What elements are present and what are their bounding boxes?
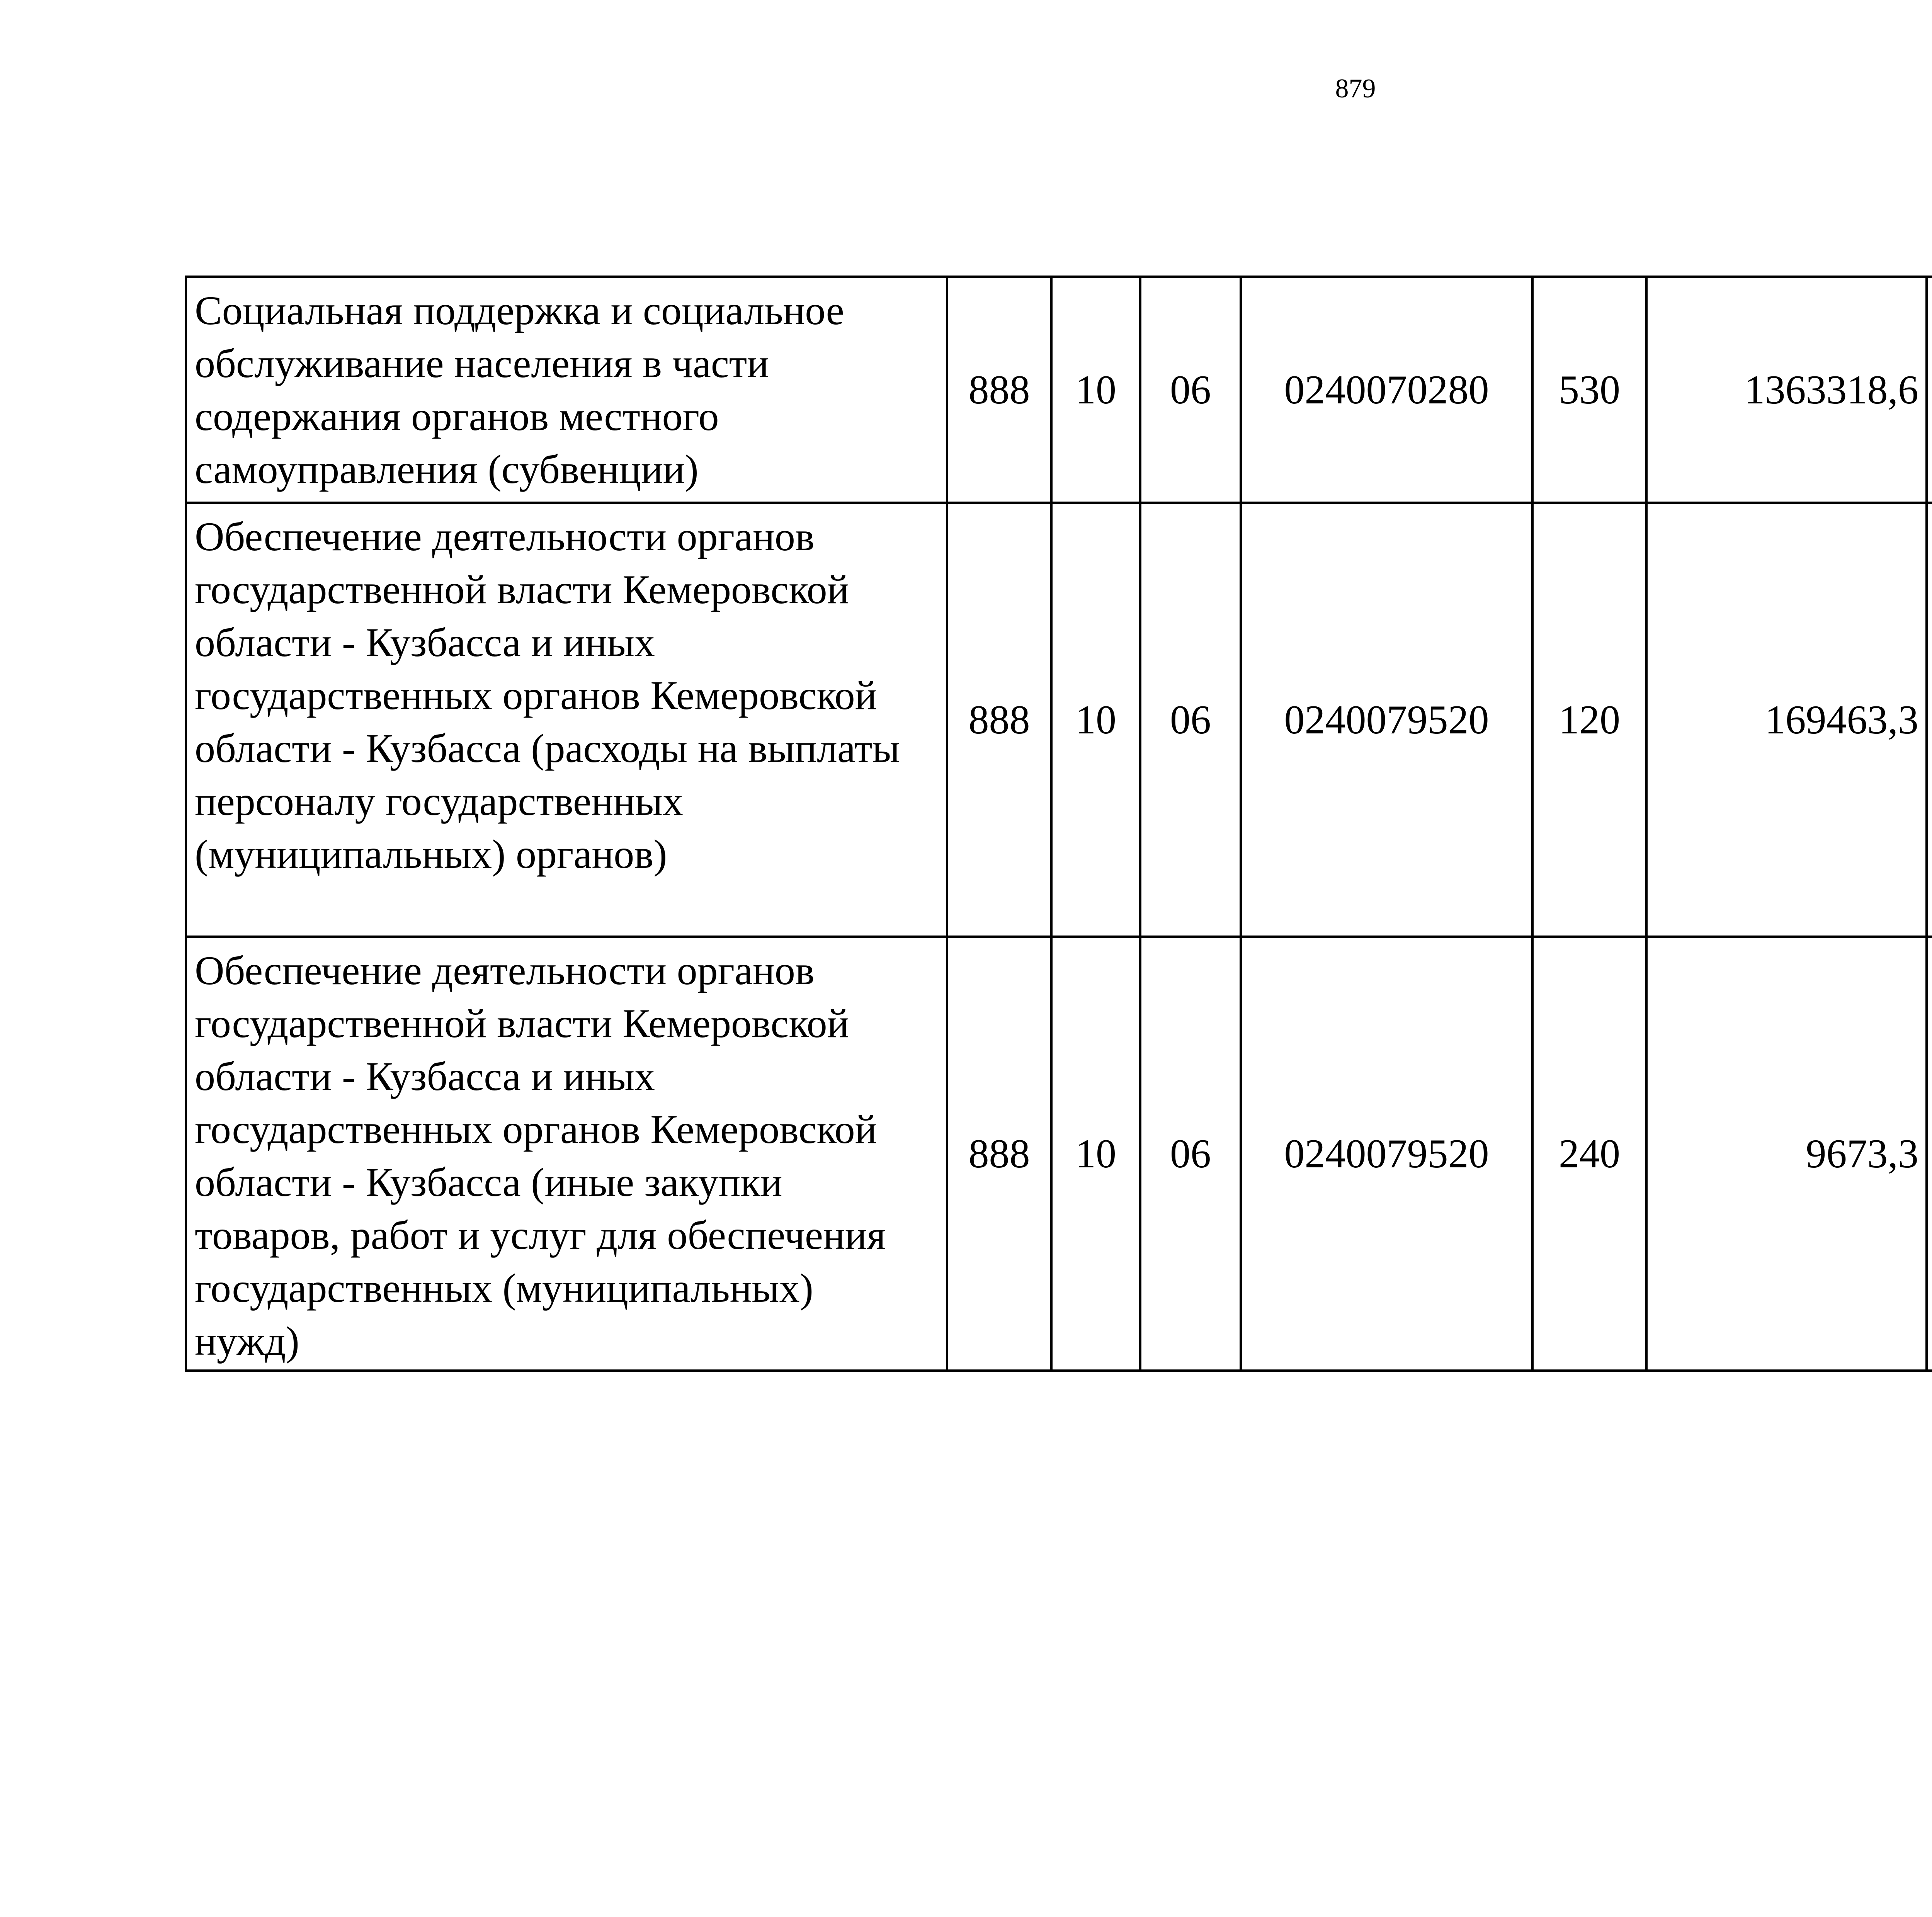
row-description: [186, 937, 947, 1371]
amount-2: [1927, 503, 1932, 937]
description-line: государственных (муниципальных): [195, 1266, 813, 1311]
table-row: [186, 277, 1932, 503]
table-row: [186, 503, 1932, 937]
description-line: нужд): [195, 1318, 299, 1364]
description-line: области - Кузбасса (иные закупки: [195, 1160, 782, 1205]
description-line: Социальная поддержка и социальное: [195, 288, 844, 333]
amount-1: 9673,3: [1646, 937, 1927, 1371]
amount-1: 1363318,6: [1646, 277, 1927, 503]
description-line: персоналу государственных: [195, 779, 683, 824]
amount-1: 169463,3: [1646, 503, 1927, 937]
target-article-code: 0240079520: [1241, 503, 1532, 937]
description-line: товаров, работ и услуг для обеспечения: [195, 1213, 886, 1258]
description-line: области - Кузбасса и иных: [195, 1054, 655, 1099]
amount-2: [1927, 937, 1932, 1371]
description-line: обслуживание населения в части: [195, 341, 769, 386]
description-line: (муниципальных) органов): [195, 832, 667, 877]
ministry-code: 888: [947, 503, 1051, 937]
table-row: [186, 937, 1932, 1371]
subsection-code: 06: [1140, 277, 1241, 503]
amount-2: [1927, 277, 1932, 503]
section-code: 10: [1051, 937, 1140, 1371]
row-description: [186, 503, 947, 937]
description-line: Обеспечение деятельности органов: [195, 514, 815, 559]
description-line: государственной власти Кемеровской: [195, 567, 849, 612]
description-line: содержания органов местного: [195, 394, 719, 439]
target-article-code: 0240070280: [1241, 277, 1532, 503]
subsection-code: 06: [1140, 503, 1241, 937]
description-line: области - Кузбасса и иных: [195, 620, 655, 665]
expense-type-code: 120: [1532, 503, 1646, 937]
row-description: [186, 277, 947, 503]
section-code: 10: [1051, 503, 1140, 937]
ministry-code: 888: [947, 277, 1051, 503]
ministry-code: 888: [947, 937, 1051, 1371]
expense-type-code: 240: [1532, 937, 1646, 1371]
description-line: области - Кузбасса (расходы на выплаты: [195, 726, 900, 771]
description-line: государственных органов Кемеровской: [195, 673, 877, 718]
expense-type-code: 530: [1532, 277, 1646, 503]
description-line: Обеспечение деятельности органов: [195, 948, 815, 993]
subsection-code: 06: [1140, 937, 1241, 1371]
target-article-code: 0240079520: [1241, 937, 1532, 1371]
description-line: самоуправления (субвенции): [195, 447, 699, 492]
description-line: государственных органов Кемеровской: [195, 1107, 877, 1152]
budget-table: [185, 276, 1932, 1372]
page-number: 879: [1335, 74, 1376, 104]
section-code: 10: [1051, 277, 1140, 503]
description-line: государственной власти Кемеровской: [195, 1001, 849, 1046]
